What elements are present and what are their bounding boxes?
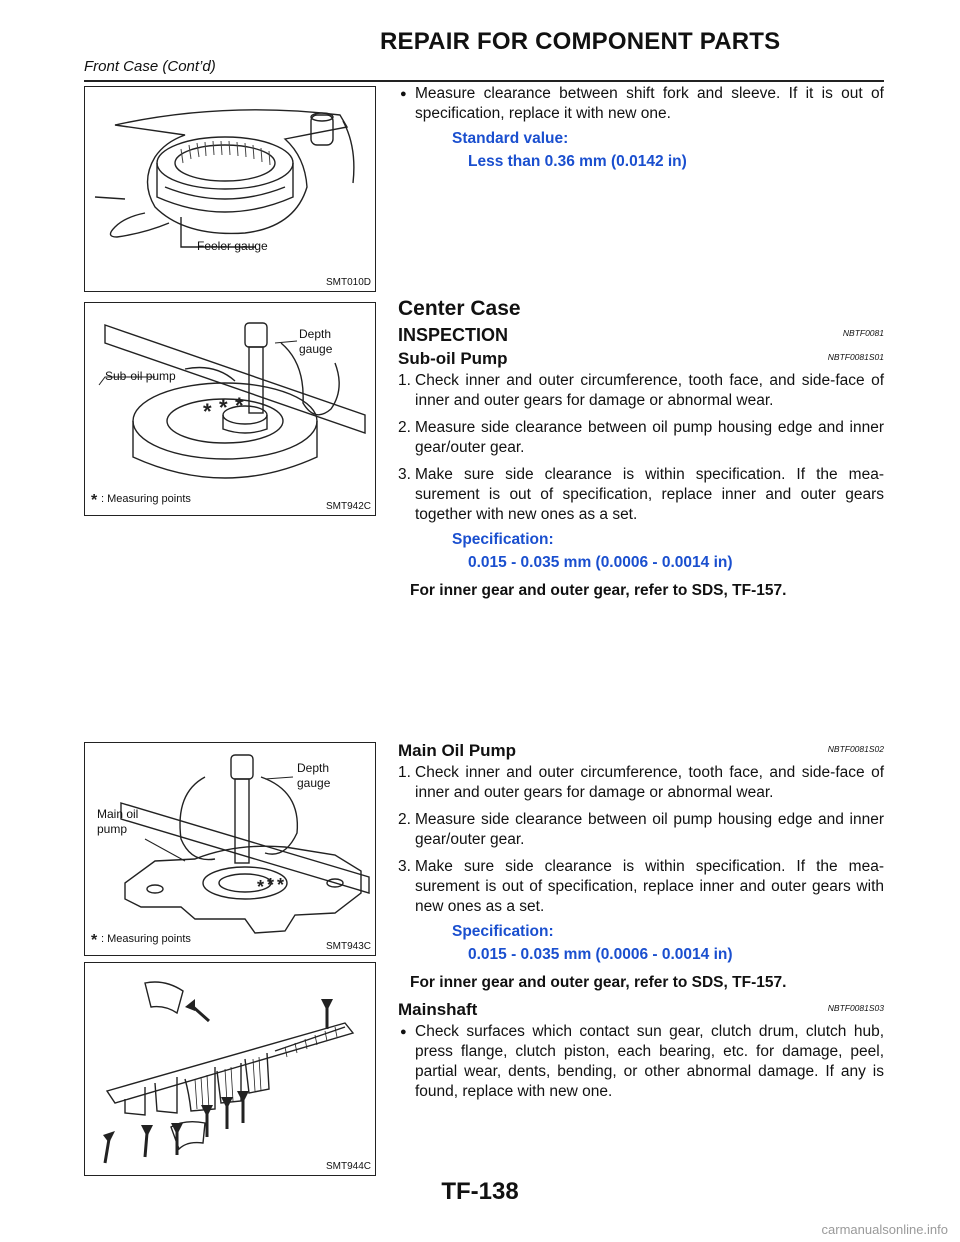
step-number: 1.: [398, 372, 411, 389]
mainshaft-heading: [398, 999, 884, 1021]
label-line: Depth: [297, 761, 330, 775]
feeler-gauge-label: Feeler gauge: [197, 239, 268, 253]
spec-label: Specification:: [452, 923, 554, 940]
reference-code: NBTF0081S02: [827, 744, 884, 754]
bullet-text: Check surfaces which contact sun gear, clutch drum, clutch hub, press flange, clutch piston, each bearing, etc. for damage, peel, partial wear, dents, bending, or other abnormal damage. If any is found, replace with new one.: [415, 1023, 884, 1100]
sub-oil-pump-label: Sub-oil pump: [105, 369, 176, 383]
main-oil-pump-heading: [398, 740, 884, 762]
figure-mainshaft: [84, 962, 376, 1176]
figure-code: SMT944C: [325, 1161, 371, 1172]
label-line: gauge: [297, 776, 331, 790]
step-text: Make sure side clearance is within specification. If the mea-surement is out of specification, replace inner and outer gears together with new ones as a set.: [415, 466, 884, 523]
step-text: Measure side clearance between oil pump housing edge and inner gear/outer gear.: [415, 811, 884, 848]
step-text: Check inner and outer circumference, tooth face, and side-face of inner and outer gears for damage or abnormal wear.: [415, 764, 884, 801]
shift-fork-illustration: [85, 87, 375, 291]
list-item: [398, 371, 884, 411]
label-line: Depth: [299, 327, 332, 341]
svg-text:*: *: [91, 492, 98, 509]
figure-code: SMT010D: [325, 277, 371, 288]
step-number: 2.: [398, 419, 411, 436]
step-text: Check inner and outer circumference, tooth face, and side-face of inner and outer gears for damage or abnormal wear.: [415, 372, 884, 409]
page-number: TF-138: [441, 1178, 519, 1205]
svg-text:*: *: [277, 875, 285, 895]
spec-label: Specification:: [452, 531, 554, 548]
svg-text:*: *: [267, 875, 275, 895]
spec-value: 0.015 - 0.035 mm (0.0006 - 0.0014 in): [468, 946, 733, 963]
svg-text:*: *: [257, 877, 265, 897]
spec-value: Less than 0.36 mm (0.0142 in): [468, 153, 687, 170]
list-item: [398, 465, 884, 525]
main-oil-pump-illustration: [85, 743, 375, 955]
label-line: Main oil: [97, 807, 139, 821]
list-item: [398, 857, 884, 917]
reference-code: NBTF0081S03: [827, 1003, 884, 1013]
sub-oil-pump-steps: [398, 371, 884, 525]
sds-reference-note: For inner gear and outer gear, refer to SDS, TF-157.: [410, 582, 787, 599]
list-item: [398, 763, 884, 803]
figure-main-oil-pump: [84, 742, 376, 956]
inspection-heading: [398, 324, 884, 346]
svg-text:*: *: [235, 393, 244, 418]
step-number: 1.: [398, 764, 411, 781]
sds-reference-note: For inner gear and outer gear, refer to SDS, TF-157.: [410, 974, 787, 991]
heading-text: Main Oil Pump: [398, 741, 517, 760]
depth-gauge-label: [297, 761, 330, 791]
mainshaft-illustration: [85, 963, 375, 1175]
list-item: [398, 810, 884, 850]
svg-text:*: *: [91, 932, 98, 949]
measuring-points-legend: : Measuring points: [101, 493, 191, 505]
shift-fork-section: [398, 84, 884, 172]
main-oil-pump-section: [398, 740, 884, 1102]
sub-oil-pump-heading: [398, 348, 884, 370]
label-line: gauge: [299, 342, 333, 356]
page-subtitle: Front Case (Cont’d): [84, 58, 216, 75]
heading-text: Mainshaft: [398, 1000, 478, 1019]
figure-code: SMT943C: [325, 941, 371, 952]
figure-sub-oil-pump: [84, 302, 376, 516]
main-oil-pump-label: [97, 807, 138, 837]
list-item: [398, 418, 884, 458]
step-number: 2.: [398, 811, 411, 828]
figure-shift-fork: [84, 86, 376, 292]
label-line: pump: [97, 822, 128, 836]
svg-text:*: *: [219, 395, 228, 420]
reference-code: NBTF0081: [842, 328, 884, 338]
depth-gauge-label: [299, 327, 332, 357]
page-title: REPAIR FOR COMPONENT PARTS: [380, 28, 781, 55]
svg-text:*: *: [203, 399, 212, 424]
spec-value: 0.015 - 0.035 mm (0.0006 - 0.0014 in): [468, 554, 733, 571]
watermark: carmanualsonline.info: [821, 1222, 948, 1237]
bullet-icon: ●: [400, 88, 407, 100]
main-oil-pump-steps: [398, 763, 884, 917]
step-text: Make sure side clearance is within specification. If the mea-surement is out of specification, replace inner and outer gears with new ones as a set.: [415, 858, 884, 915]
step-text: Measure side clearance between oil pump housing edge and inner gear/outer gear.: [415, 419, 884, 456]
spec-label: Standard value:: [452, 130, 569, 147]
heading-text: Sub-oil Pump: [398, 349, 508, 368]
step-number: 3.: [398, 858, 411, 875]
list-item: [398, 84, 884, 124]
bullet-icon: ●: [400, 1026, 407, 1038]
header-divider: [84, 80, 884, 82]
center-case-section: [398, 296, 884, 601]
section-title: Center Case: [398, 297, 521, 320]
step-number: 3.: [398, 466, 411, 483]
reference-code: NBTF0081S01: [827, 352, 884, 362]
list-item: [398, 1022, 884, 1102]
heading-text: INSPECTION: [398, 325, 509, 345]
figure-code: SMT942C: [325, 501, 371, 512]
measuring-points-legend: : Measuring points: [101, 933, 191, 945]
bullet-text: Measure clearance between shift fork and sleeve. If it is out of specification, replace it with new one.: [415, 85, 884, 122]
